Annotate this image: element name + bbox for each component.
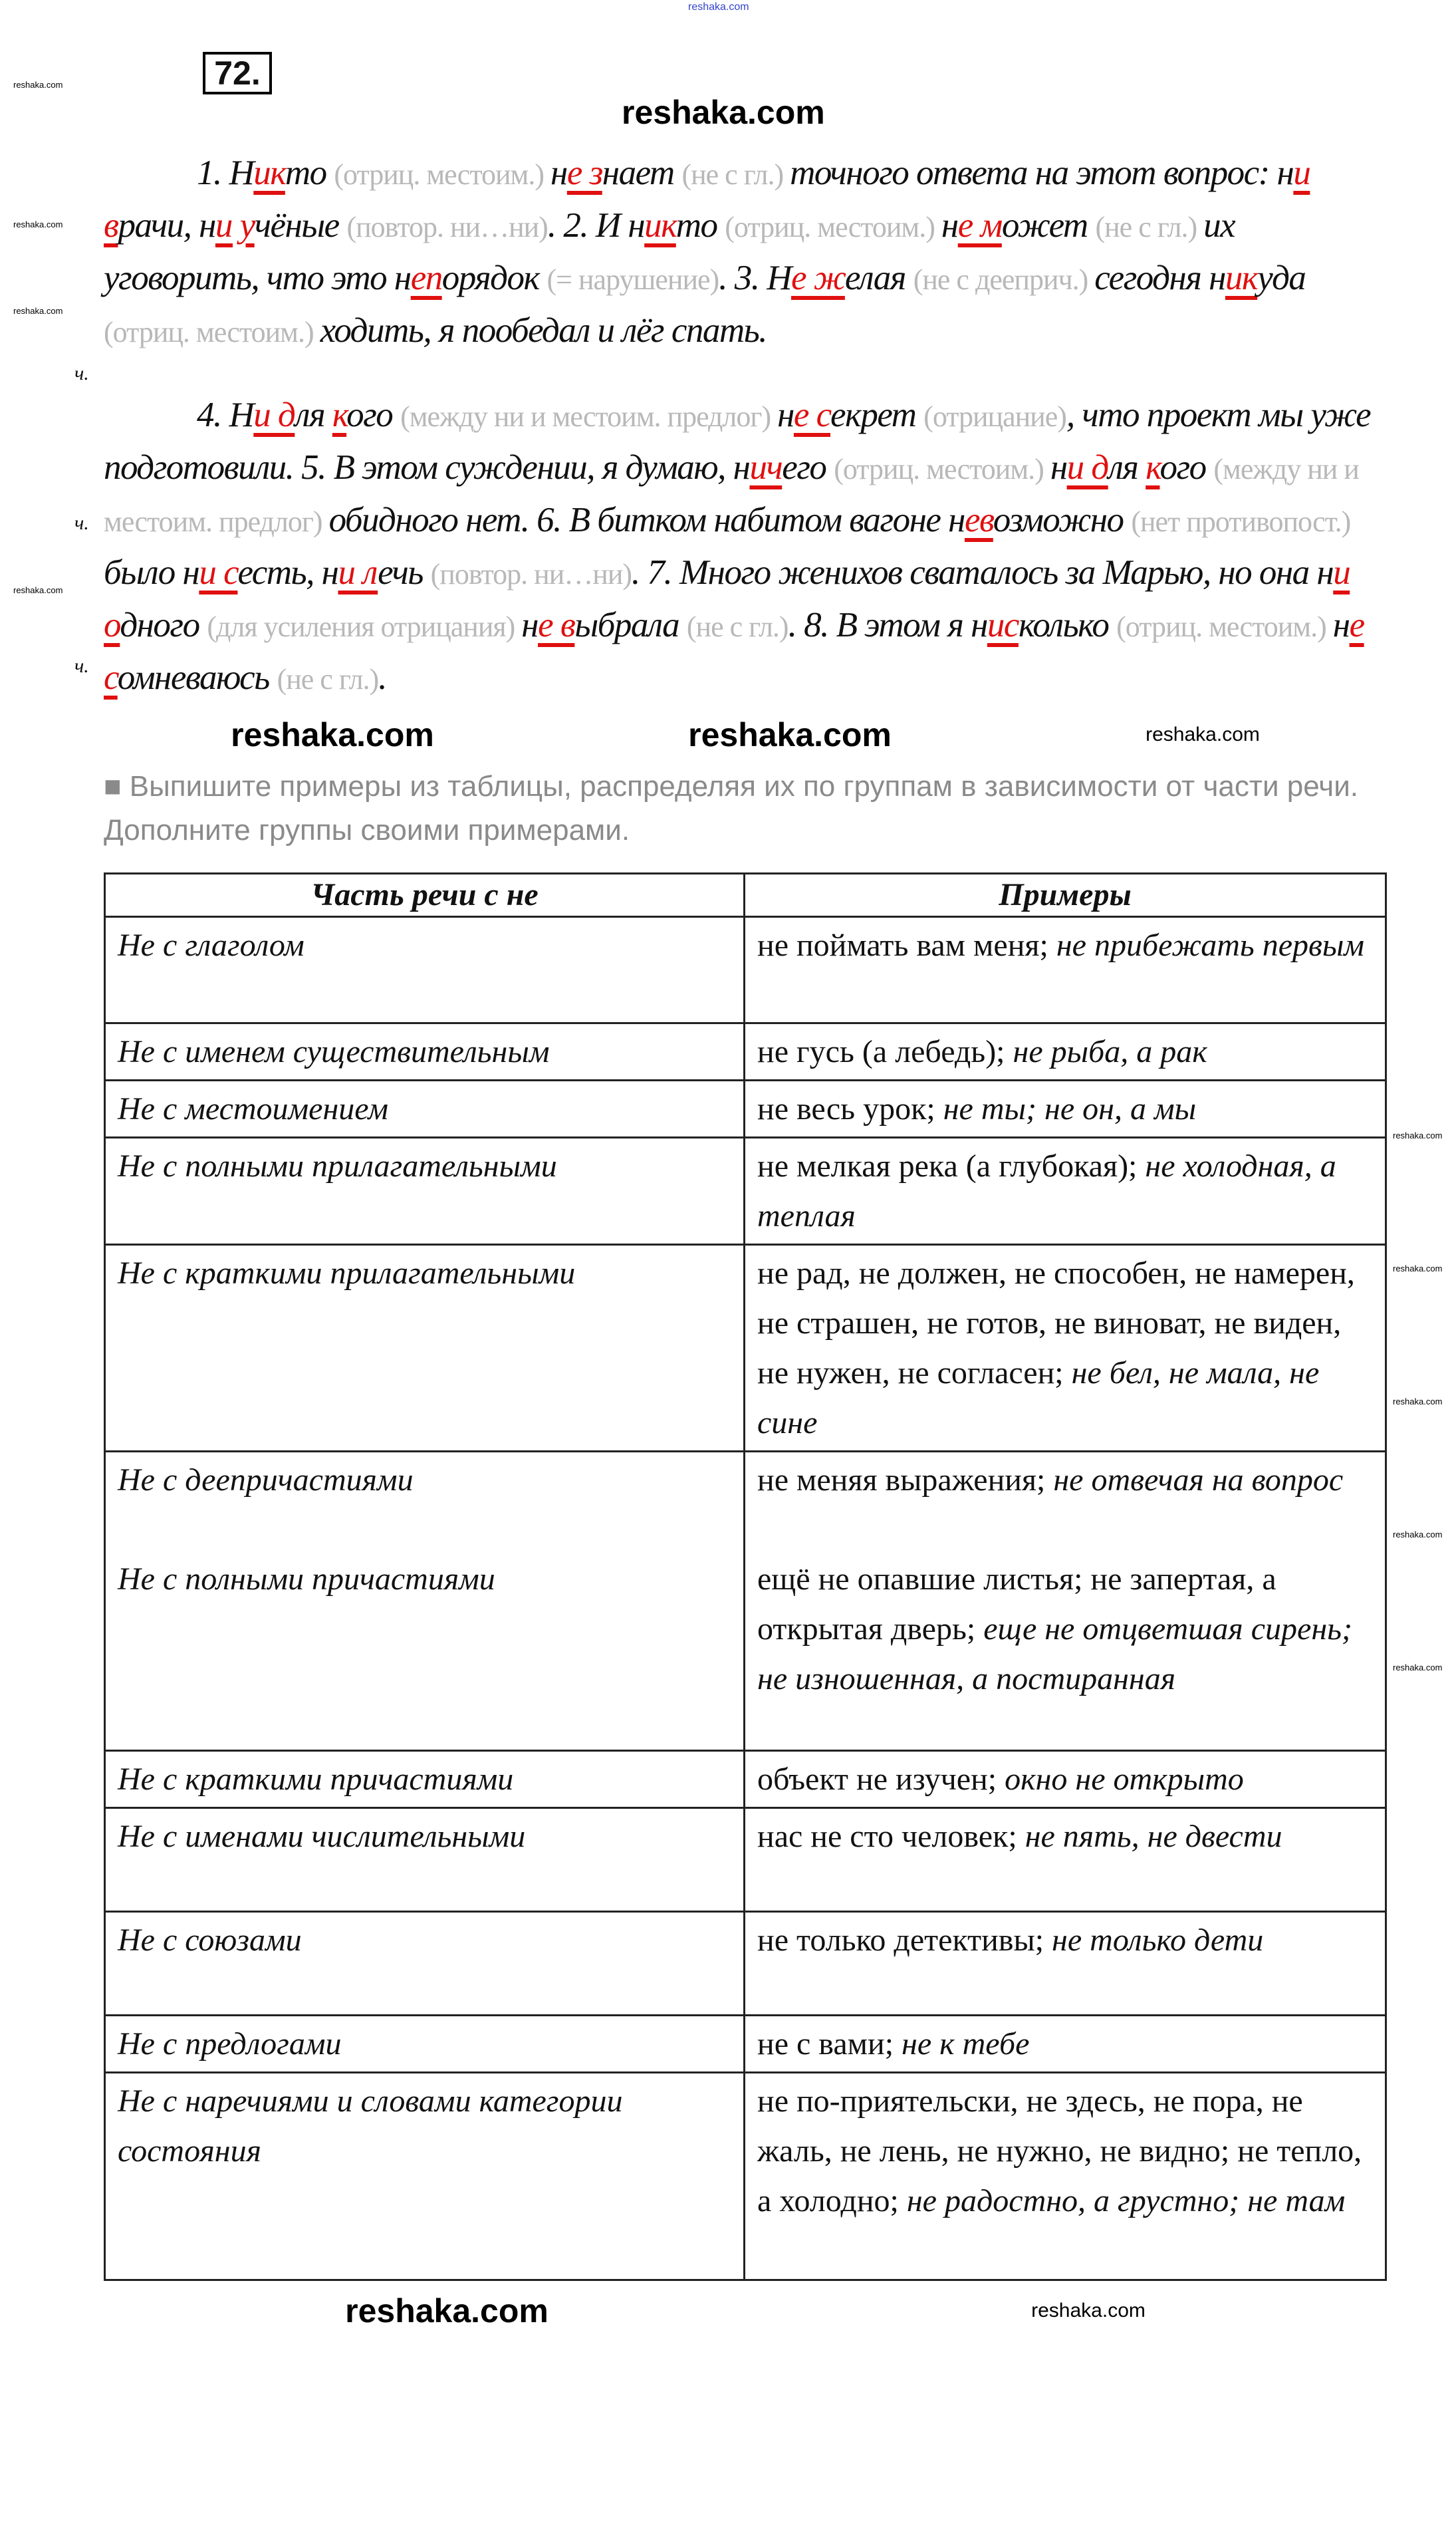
sentence-text: екрет <box>830 396 924 434</box>
part-of-speech-cell: Не с краткими причастиями <box>105 1751 745 1808</box>
part-of-speech-cell: Не с именем существительным <box>105 1023 745 1081</box>
watermark: reshaka.com <box>13 80 63 90</box>
sentence-text: . <box>378 658 386 697</box>
sentence-text: . 2. И н <box>547 206 645 245</box>
table-row <box>105 1023 1386 1081</box>
own-example: окно не открыто <box>1005 1762 1244 1797</box>
watermark: reshaka.com <box>622 94 825 131</box>
sentence-text: 1. Н <box>197 154 254 192</box>
watermark: reshaka.com <box>1393 1530 1443 1539</box>
table-example: не гусь (а лебедь); <box>757 1034 1013 1069</box>
exercise-paragraph <box>104 148 1387 358</box>
own-example: не радостно, а грустно; не там <box>906 2183 1346 2218</box>
sentence-text: н <box>1332 606 1350 644</box>
watermark: reshaka.com <box>1393 1264 1443 1273</box>
sentence-text: то <box>285 154 334 192</box>
own-example: не к тебе <box>902 2026 1030 2062</box>
part-of-speech-cell: Не с наречиями и словами категории состояния <box>105 2073 745 2280</box>
sentence-text: н <box>1050 448 1067 487</box>
sentence-text: . 8. В этом я н <box>788 606 987 644</box>
table-row <box>105 1081 1386 1138</box>
sentence-text: их уговорить, что это н <box>104 206 1235 297</box>
sentence-text: 4. Н <box>197 396 254 434</box>
exercise-text <box>104 148 1387 705</box>
part-of-speech-cell: Не с глаголом <box>105 917 745 1023</box>
grammar-note: (для усиления отрицания) <box>207 610 522 643</box>
watermark: reshaka.com <box>1393 1130 1443 1140</box>
highlighted-letters: ик <box>644 206 676 245</box>
examples-cell <box>745 1808 1386 1912</box>
table-row <box>105 1245 1386 1452</box>
examples-cell <box>745 1245 1386 1452</box>
grammar-note: (не с гл.) <box>277 663 379 696</box>
grammar-note: (между ни и местоим. предлог) <box>400 400 778 433</box>
sentence-text: ходить, я пообедал и лёг спать. <box>320 311 767 350</box>
sentence-text: сегодня н <box>1094 259 1225 297</box>
grammar-note: (отриц. местоим.) <box>104 316 320 348</box>
highlighted-letters: и л <box>338 553 378 592</box>
watermark-strip <box>104 2281 1387 2341</box>
table-row <box>105 1138 1386 1245</box>
highlighted-letters: е в <box>538 606 575 644</box>
grammar-note: (не с гл.) <box>681 158 790 191</box>
watermark: reshaka.com <box>1146 724 1260 745</box>
content <box>104 0 1387 2341</box>
examples-cell <box>745 1452 1386 1551</box>
own-example: не пять, не двести <box>1025 1819 1282 1854</box>
watermark: reshaka.com <box>688 716 892 753</box>
table-row <box>105 1751 1386 1808</box>
highlighted-letters: е з <box>566 154 602 192</box>
table-row <box>105 917 1386 1023</box>
watermark: reshaka.com <box>231 716 434 753</box>
table-example: не поймать вам меня; <box>757 928 1056 963</box>
sentence-text: чёные <box>254 206 347 245</box>
sentence-text: ля <box>1108 448 1146 487</box>
sentence-text: озможно <box>993 501 1132 539</box>
highlighted-letters: к <box>332 396 347 434</box>
highlighted-letters: и д <box>253 396 295 434</box>
own-example: не отвечая на вопрос <box>1053 1462 1344 1498</box>
sentence-text: уда <box>1257 259 1306 297</box>
note-mark: ч. <box>74 655 89 677</box>
highlighted-letters: и о <box>104 553 1350 644</box>
examples-cell <box>745 2016 1386 2073</box>
examples-cell <box>745 1138 1386 1245</box>
examples-cell <box>745 1912 1386 2016</box>
highlighted-letters: е м <box>957 206 1002 245</box>
table-example: не только детективы; <box>757 1923 1052 1958</box>
sentence-text: то <box>675 206 725 245</box>
part-of-speech-cell: Не с деепричастиями <box>105 1452 745 1551</box>
exercise-number: 72. <box>203 52 272 94</box>
sentence-text: дного <box>120 606 207 644</box>
highlighted-letters: е с <box>793 396 830 434</box>
table-example: не весь урок; <box>757 1091 943 1127</box>
watermark: reshaka.com <box>13 306 63 316</box>
own-example: не холодная, а теплая <box>757 1148 1336 1234</box>
table-example: объект не изучен; <box>757 1762 1005 1797</box>
highlighted-letters: к <box>1146 448 1160 487</box>
sentence-text: орядок <box>441 259 547 297</box>
highlighted-letters: и у <box>215 206 255 245</box>
sentence-text: , что проект мы уже подготовили. 5. В этом суждении, я думаю, н <box>104 396 1371 487</box>
sentence-text: есть, н <box>237 553 338 592</box>
watermark: reshaka.com <box>13 219 63 229</box>
table-row <box>105 2016 1386 2073</box>
sentence-text: его <box>782 448 834 487</box>
table-example: не рад, не должен, не способен, не намерен, не страшен, не готов, не виноват, не виден, не нужен, не согласен; <box>757 1256 1355 1391</box>
table-example: не мелкая река (а глубокая); <box>757 1148 1146 1184</box>
highlighted-letters: еп <box>410 259 442 297</box>
examples-cell <box>745 1751 1386 1808</box>
highlighted-letters: ик <box>1225 259 1258 297</box>
highlighted-letters: е ж <box>790 259 845 297</box>
sentence-text: точного ответа на этот вопрос: н <box>790 154 1294 192</box>
watermark-strip <box>104 705 1387 765</box>
grammar-note: (отриц. местоим.) <box>334 158 551 191</box>
sentence-text: рачи, н <box>118 206 215 245</box>
grammar-note: (= нарушение) <box>546 263 719 296</box>
sentence-text: ечь <box>378 553 431 592</box>
own-example: не бел, не мала, не сине <box>757 1355 1320 1440</box>
sentence-text: елая <box>844 259 913 297</box>
table-example: ещё не опавшие листья; не запертая, а открытая дверь; <box>757 1561 1276 1647</box>
table-header-row <box>105 874 1386 917</box>
highlighted-letters: е с <box>104 606 1364 697</box>
examples-cell <box>745 917 1386 1023</box>
own-example: еще не отцветшая сирень; не изношенная, а постиранная <box>757 1611 1352 1696</box>
table-row <box>105 1551 1386 1751</box>
table-example: не с вами; <box>757 2026 902 2062</box>
highlighted-letters: ик <box>253 154 285 192</box>
highlighted-letters: ич <box>749 448 783 487</box>
grammar-note: (повтор. ни…ни) <box>430 558 632 591</box>
grammar-note: (отриц. местоим.) <box>1116 610 1333 643</box>
part-of-speech-cell: Не с полными прилагательными <box>105 1138 745 1245</box>
grammar-note: (не с дееприч.) <box>913 263 1095 296</box>
highlighted-letters: и с <box>199 553 238 592</box>
sentence-text: ля <box>295 396 332 434</box>
sentence-text: обидного нет. 6. В битком набитом вагоне н <box>328 501 965 539</box>
table-row <box>105 1912 1386 2016</box>
sentence-text: омневаюсь <box>117 658 277 697</box>
own-example: не только дети <box>1052 1923 1264 1958</box>
examples-cell <box>745 1023 1386 1081</box>
watermark-top: reshaka.com <box>688 1 749 13</box>
sentence-text: нает <box>602 154 682 192</box>
grammar-note: (отриц. местоим.) <box>725 211 941 243</box>
exercise-paragraph <box>104 390 1387 705</box>
own-example: не прибежать первым <box>1056 928 1365 963</box>
highlighted-letters: ис <box>987 606 1019 644</box>
highlighted-letters: и д <box>1066 448 1108 487</box>
sentence-text: ожет <box>1001 206 1096 245</box>
part-of-speech-cell: Не с краткими прилагательными <box>105 1245 745 1452</box>
sentence-text: ыбрала <box>574 606 687 644</box>
own-example: не ты; не он, а мы <box>943 1091 1197 1127</box>
part-of-speech-cell: Не с полными причастиями <box>105 1551 745 1751</box>
sentence-text: . 7. Много женихов сваталось за Марью, но она н <box>632 553 1334 592</box>
examples-cell <box>745 1081 1386 1138</box>
examples-cell <box>745 2073 1386 2280</box>
grammar-note: (отрицание) <box>923 400 1066 433</box>
grammar-note: (повтор. ни…ни) <box>346 211 548 243</box>
sentence-text: н <box>941 206 958 245</box>
grammar-note: (нет противопост.) <box>1131 505 1351 538</box>
sentence-text: ого <box>346 396 401 434</box>
examples-cell <box>745 1551 1386 1751</box>
watermark: reshaka.com <box>1031 2300 1146 2322</box>
sentence-text: колько <box>1018 606 1117 644</box>
examples-table <box>104 872 1387 2281</box>
watermark: reshaka.com <box>1393 1396 1443 1406</box>
grammar-note: (между ни и местоим. предлог) <box>104 453 1359 538</box>
note-mark: ч. <box>74 362 89 384</box>
watermark: reshaka.com <box>345 2292 548 2329</box>
sentence-text: н <box>521 606 539 644</box>
part-of-speech-cell: Не с местоимением <box>105 1081 745 1138</box>
grammar-note: (отриц. местоим.) <box>834 453 1050 485</box>
table-example: не по-приятельски, не здесь, не пора, не жаль, не лень, не нужно, не видно; не тепло, а холодно; <box>757 2083 1362 2218</box>
instruction-text: ■ Выпишите примеры из таблицы, распределяя их по группам в зависимости от части речи. Дополните группы своими примерами. <box>104 770 1358 847</box>
watermark: reshaka.com <box>13 585 63 595</box>
highlighted-letters: и в <box>104 154 1310 245</box>
part-of-speech-cell: Не с союзами <box>105 1912 745 2016</box>
grammar-note: (не с гл.) <box>1095 211 1204 243</box>
table-row <box>105 2073 1386 2280</box>
table-example: нас не сто человек; <box>757 1819 1025 1854</box>
grammar-note: (не с гл.) <box>686 610 789 643</box>
watermark: reshaka.com <box>1393 1662 1443 1672</box>
note-mark: ч. <box>74 512 89 534</box>
table-row <box>105 1452 1386 1551</box>
part-of-speech-cell: Не с предлогами <box>105 2016 745 2073</box>
table-example: не меняя выражения; <box>757 1462 1054 1498</box>
header-examples: Примеры <box>745 874 1386 917</box>
part-of-speech-cell: Не с именами числительными <box>105 1808 745 1912</box>
sentence-text: было н <box>104 553 199 592</box>
header-part-of-speech: Часть речи с не <box>105 874 745 917</box>
sentence-text: . 3. Н <box>719 259 791 297</box>
own-example: не рыба, а рак <box>1013 1034 1207 1069</box>
sentence-text: ого <box>1159 448 1214 487</box>
sentence-text: н <box>777 396 794 434</box>
highlighted-letters: ев <box>964 501 993 539</box>
sentence-text: н <box>550 154 567 192</box>
table-row <box>105 1808 1386 1912</box>
